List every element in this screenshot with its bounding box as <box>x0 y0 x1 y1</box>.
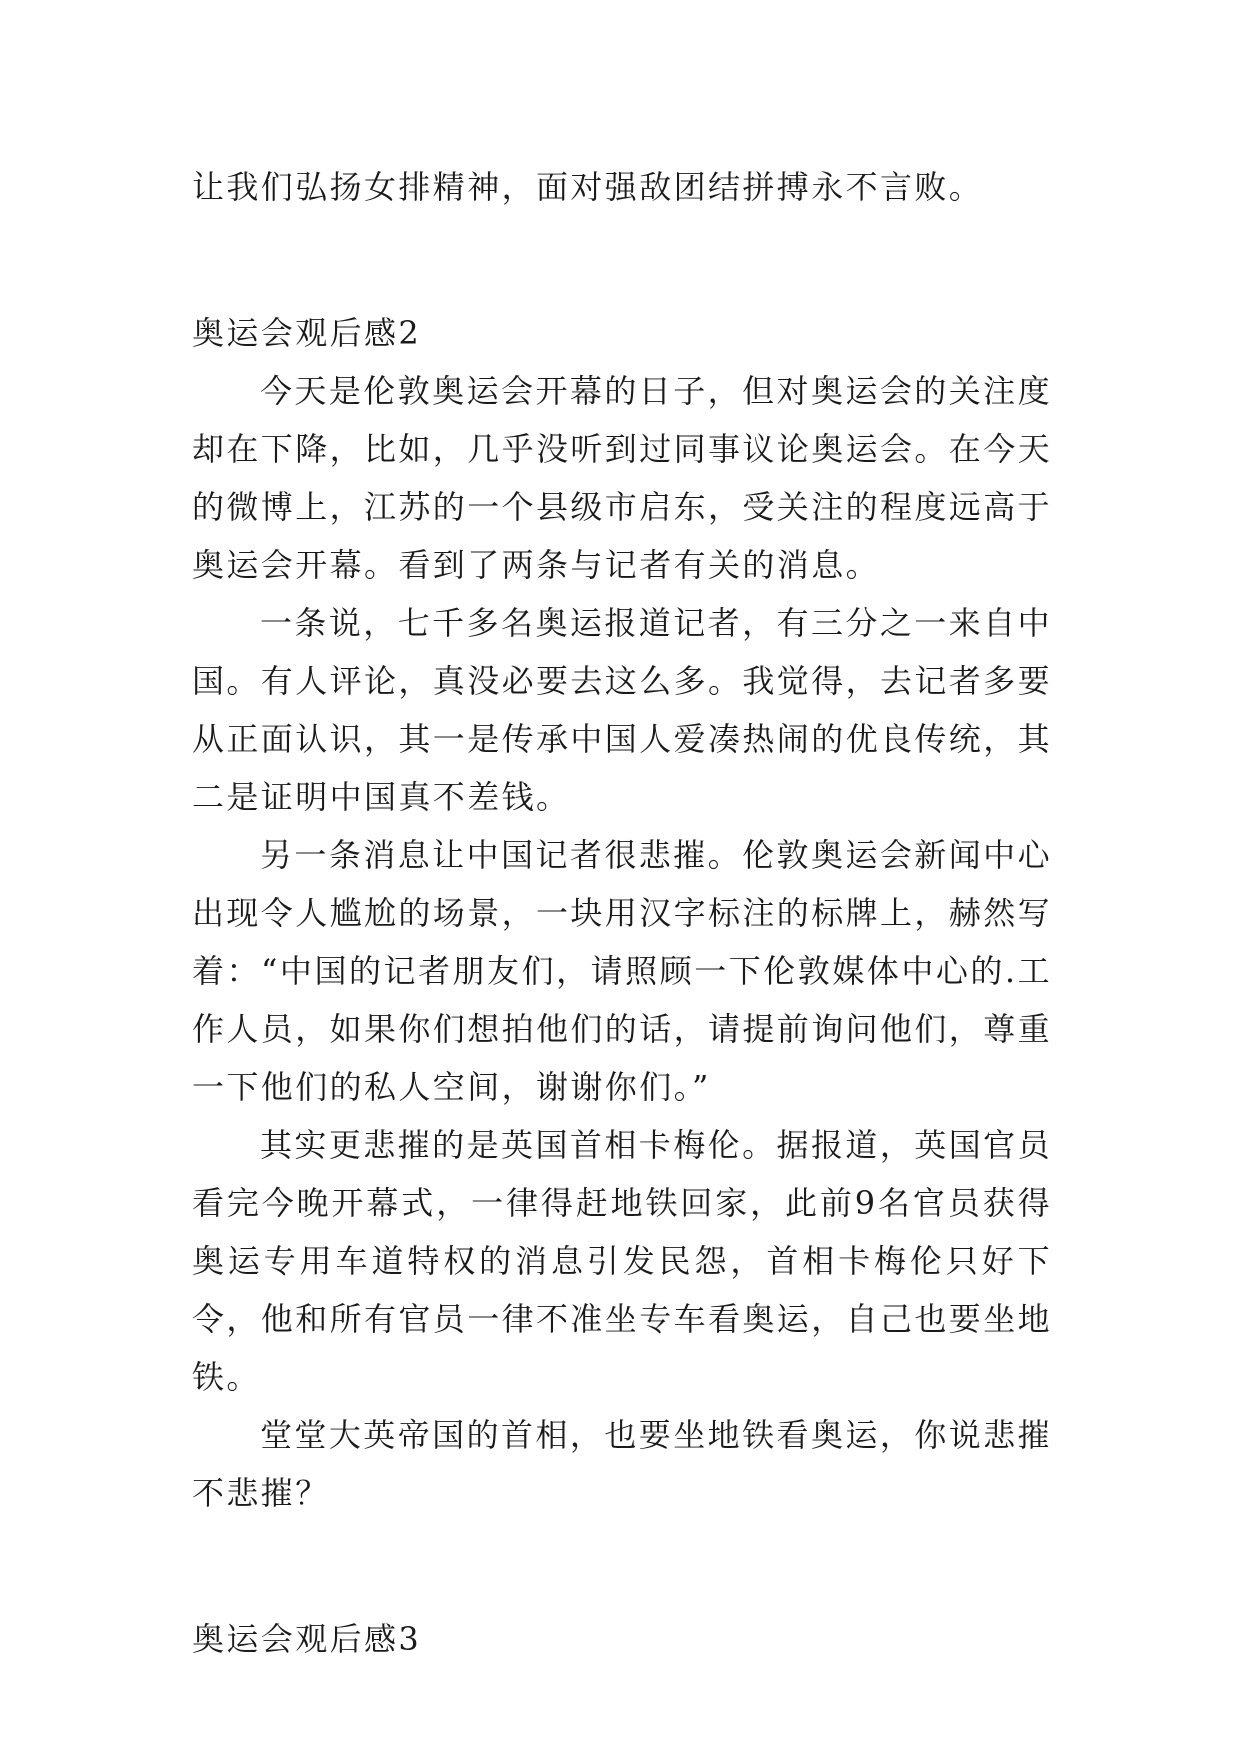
section-2-paragraph-1: 今天是伦敦奥运会开幕的日子，但对奥运会的关注度却在下降，比如，几乎没听到过同事议论奥运会。在今天的微博上，江苏的一个县级市启东，受关注的程度远高于奥运会开幕。看到了两条与记者有关的消息。 <box>192 372 1053 584</box>
section-2-paragraph-3: 另一条消息让中国记者很悲摧。伦敦奥运会新闻中心出现令人尴尬的场景，一块用汉字标注的标牌上，赫然写着：“中国的记者朋友们，请照顾一下伦敦媒体中心的.工作人员，如果你们想拍他们的话，请提前询问他们，尊重一下他们的私人空间，谢谢你们。” <box>192 836 1053 1106</box>
section-2-paragraph-5: 堂堂大英帝国的首相，也要坐地铁看奥运，你说悲摧不悲摧？ <box>192 1416 1052 1512</box>
section-2-heading: 奥运会观后感2 <box>192 314 422 352</box>
document-body <box>192 158 1052 1668</box>
intro-line: 让我们弘扬女排精神，面对强敌团结拼搏永不言败。 <box>192 168 984 206</box>
section-2-paragraph-2: 一条说，七千多名奥运报道记者，有三分之一来自中国。有人评论，真没必要去这么多。我觉得，去记者多要从正面认识，其一是传承中国人爱凑热闹的优良传统，其二是证明中国真不差钱。 <box>192 604 1053 816</box>
section-2-paragraph-4: 其实更悲摧的是英国首相卡梅伦。据报道，英国官员看完今晚开幕式，一律得赶地铁回家，此前9名官员获得奥运专用车道特权的消息引发民怨，首相卡梅伦只好下令，他和所有官员一律不准坐专车看奥运，自己也要坐地铁。 <box>192 1126 1053 1396</box>
section-3-heading: 奥运会观后感3 <box>192 1620 422 1658</box>
